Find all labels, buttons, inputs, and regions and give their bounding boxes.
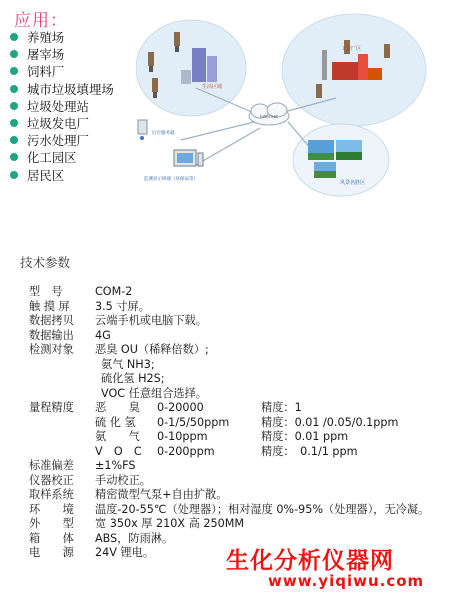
list-item: 垃圾处理站	[10, 98, 114, 115]
bullet-dot-icon	[10, 136, 18, 144]
bullet-dot-icon	[10, 153, 18, 161]
internet-cloud-icon	[249, 103, 289, 125]
list-item: 居民区	[10, 167, 114, 184]
applications-title: 应用：	[14, 11, 68, 31]
backend-server-label: 后台服务器	[152, 131, 175, 136]
spec-row: VOC 任意组合选择。	[101, 386, 207, 400]
bullet-dot-icon	[10, 50, 18, 58]
internet-label: Internet	[260, 115, 278, 120]
industrial-area-label: 工业厂区	[341, 46, 362, 52]
living-area-label: 生活区域	[202, 84, 223, 90]
monitor-icon	[174, 150, 203, 166]
spec-row: 检测对象 恶臭 OU（稀释倍数）;	[29, 343, 209, 356]
spec-row: 数据拷贝 云端手机或电脑下载。	[29, 314, 207, 327]
list-item: 城市垃圾填埋场	[10, 81, 114, 98]
range-row: V O C 0-200ppm 精度： 0.1/1 ppm	[95, 444, 358, 458]
bullet-dot-icon	[10, 102, 18, 110]
specs-table	[29, 285, 455, 561]
watermark-url: www.yiqiwu.com	[268, 572, 425, 590]
list-item: 屠宰场	[10, 46, 114, 63]
range-row: 氨 气 0-10ppm 精度：0.01 ppm	[95, 430, 349, 443]
bullet-dot-icon	[10, 119, 18, 127]
spec-row: 外 型 宽 350x 厚 210X 高 250MM	[29, 517, 244, 530]
range-row: 硫 化 氢 0-1/5/50ppm 精度：0.01 /0.05/0.1ppm	[95, 415, 399, 429]
spec-row: 环 境 温度-20-55℃（处理器）；相对湿度 0%-95%（处理器），无冷凝。	[29, 502, 430, 516]
list-item: 饲料厂	[10, 63, 114, 80]
watermark-title: 生化分析仪器网	[226, 548, 394, 574]
bullet-dot-icon	[10, 33, 18, 41]
applications-list	[10, 29, 114, 184]
specs-heading: 技术参数	[20, 255, 71, 270]
bullet-dot-icon	[10, 67, 18, 75]
bullet-dot-icon	[10, 171, 18, 179]
spec-row: 标准偏差 ±1%FS	[29, 459, 136, 472]
server-icon	[138, 120, 147, 140]
range-row: 量程精度 恶 臭 0-20000 精度：1	[29, 401, 302, 414]
spec-row: 仪器校正 手动校正。	[29, 473, 151, 487]
monitor-terminal-label: 监测显示终端（环保局等）	[144, 177, 198, 182]
network-diagram	[136, 10, 454, 200]
spec-row: 取样系统 精密微型气泵+自由扩散。	[29, 488, 228, 501]
bullet-dot-icon	[10, 85, 18, 93]
list-item: 污水处理厂	[10, 132, 114, 149]
spec-row: 数据输出 4G	[29, 328, 111, 342]
list-item: 化工园区	[10, 149, 114, 166]
spec-row: 电 源 24V 锂电。	[29, 546, 155, 559]
spec-row: 氨气 NH3;	[101, 357, 155, 371]
spec-row: 型 号 COM-2	[29, 285, 133, 298]
list-item: 垃圾发电厂	[10, 115, 114, 132]
spec-row: 触 摸 屏 3.5 寸屏。	[29, 299, 150, 313]
scenic-area-label: 风景名胜区	[340, 180, 366, 186]
spec-row: 硫化氢 H2S;	[101, 372, 165, 385]
list-item: 养殖场	[10, 29, 114, 46]
spec-row: 箱 体 ABS，防雨淋。	[29, 531, 174, 545]
